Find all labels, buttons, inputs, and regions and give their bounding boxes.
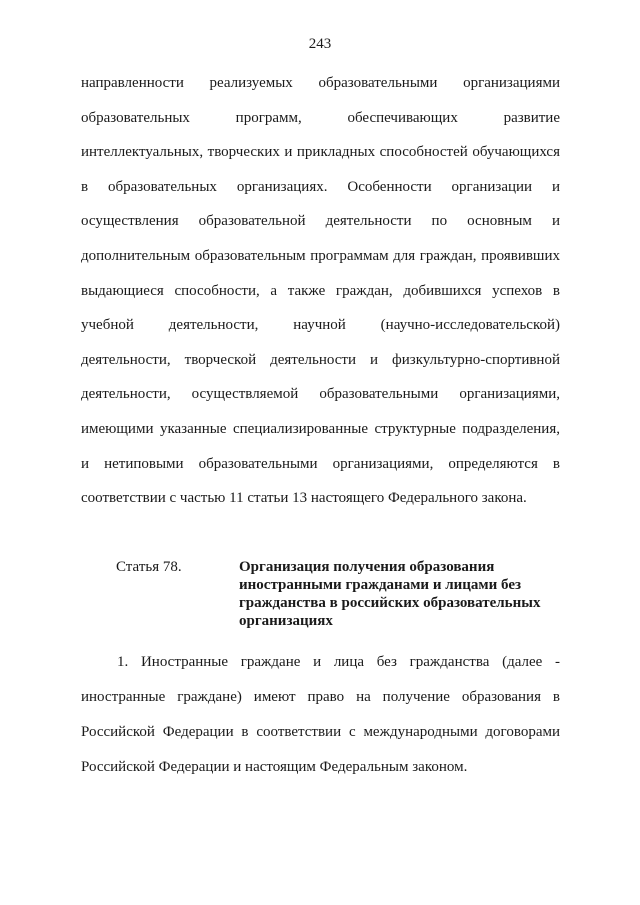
text-line: осуществления образовательной деятельности по основным и [81,213,560,230]
text-line: иностранные граждане) имеют право на получение образования в [81,689,560,705]
text-line: соответствии с частью 11 статьи 13 настоящего Федерального закона. [81,490,527,507]
text-line: интеллектуальных, творческих и прикладных способностей обучающихся [81,144,560,161]
article-title-line: гражданства в российских образовательных [239,595,541,611]
text-line: направленности реализуемых образовательными организациями [81,75,560,91]
text-line: выдающиеся способности, а также граждан, добившихся успехов в [81,282,560,299]
text-line: Российской Федерации в соответствии с международными договорами [81,724,560,740]
text-line: Российской Федерации и настоящим Федеральным законом. [81,759,468,775]
text-line: деятельности, творческой деятельности и физкультурно-спортивной [81,351,560,368]
article-title-line: иностранными гражданами и лицами без [239,577,522,593]
text-line: и нетиповыми образовательными организациями, определяются в [81,455,560,472]
text-line: имеющими указанные специализированные структурные подразделения, [81,420,560,437]
article-title-line: организациях [239,613,333,629]
page-number: 243 [308,36,332,52]
text-line: дополнительным образовательным программам для граждан, проявивших [81,247,560,264]
text-line: учебной деятельности, научной (научно-исследовательской) [81,317,560,334]
article-paragraph-1 [81,652,560,792]
article-title [239,558,559,630]
text-line: 1. Иностранные граждане и лица без гражданства (далее - [117,654,560,670]
paragraph-continuation [81,73,560,523]
article-label: Статья 78. [116,559,182,575]
article-title-line: Организация получения образования [239,559,495,575]
text-line: деятельности, осуществляемой образовательными организациями, [81,386,560,403]
text-line: в образовательных организациях. Особенности организации и [81,178,560,195]
text-line: образовательных программ, обеспечивающих развитие [81,109,560,126]
